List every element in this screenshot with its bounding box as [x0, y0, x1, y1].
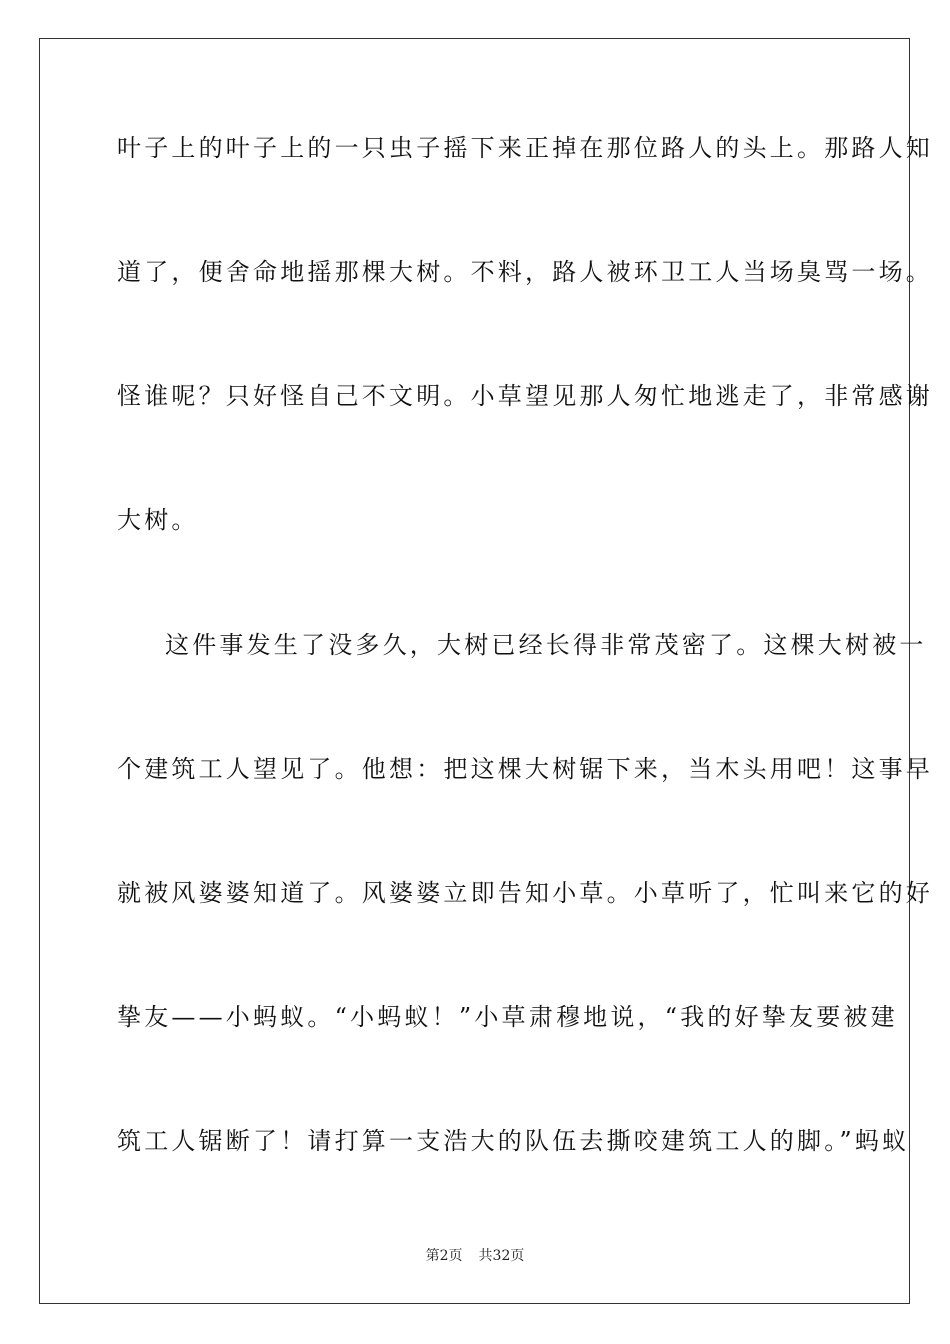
text-line: 个建筑工人望见了。他想：把这棵大树锯下来，当木头用吧！这事早 [117, 755, 933, 783]
text-line: 大树。 [117, 506, 199, 534]
total-pages: 共32页 [478, 1248, 525, 1264]
page-footer [0, 1245, 950, 1265]
text-line: 筑工人锯断了！请打算一支浩大的队伍去撕咬建筑工人的脚。”蚂蚁 [117, 1127, 910, 1155]
text-line: 挚友——小蚂蚁。“小蚂蚁！”小草肃穆地说，“我的好挚友要被建 [117, 1003, 898, 1031]
paragraph-first-line: 这件事发生了没多久，大树已经长得非常茂密了。这棵大树被一 [165, 631, 927, 659]
text-line: 就被风婆婆知道了。风婆婆立即告知小草。小草听了，忙叫来它的好 [117, 879, 933, 907]
page-border [39, 38, 910, 1304]
page-number: 第2页 [425, 1248, 463, 1264]
text-line: 怪谁呢？只好怪自己不文明。小草望见那人匆忙地逃走了，非常感谢 [117, 382, 933, 410]
text-line: 道了，便舍命地摇那棵大树。不料，路人被环卫工人当场臭骂一场。 [117, 258, 933, 286]
text-line: 叶子上的叶子上的一只虫子摇下来正掉在那位路人的头上。那路人知 [117, 134, 933, 162]
